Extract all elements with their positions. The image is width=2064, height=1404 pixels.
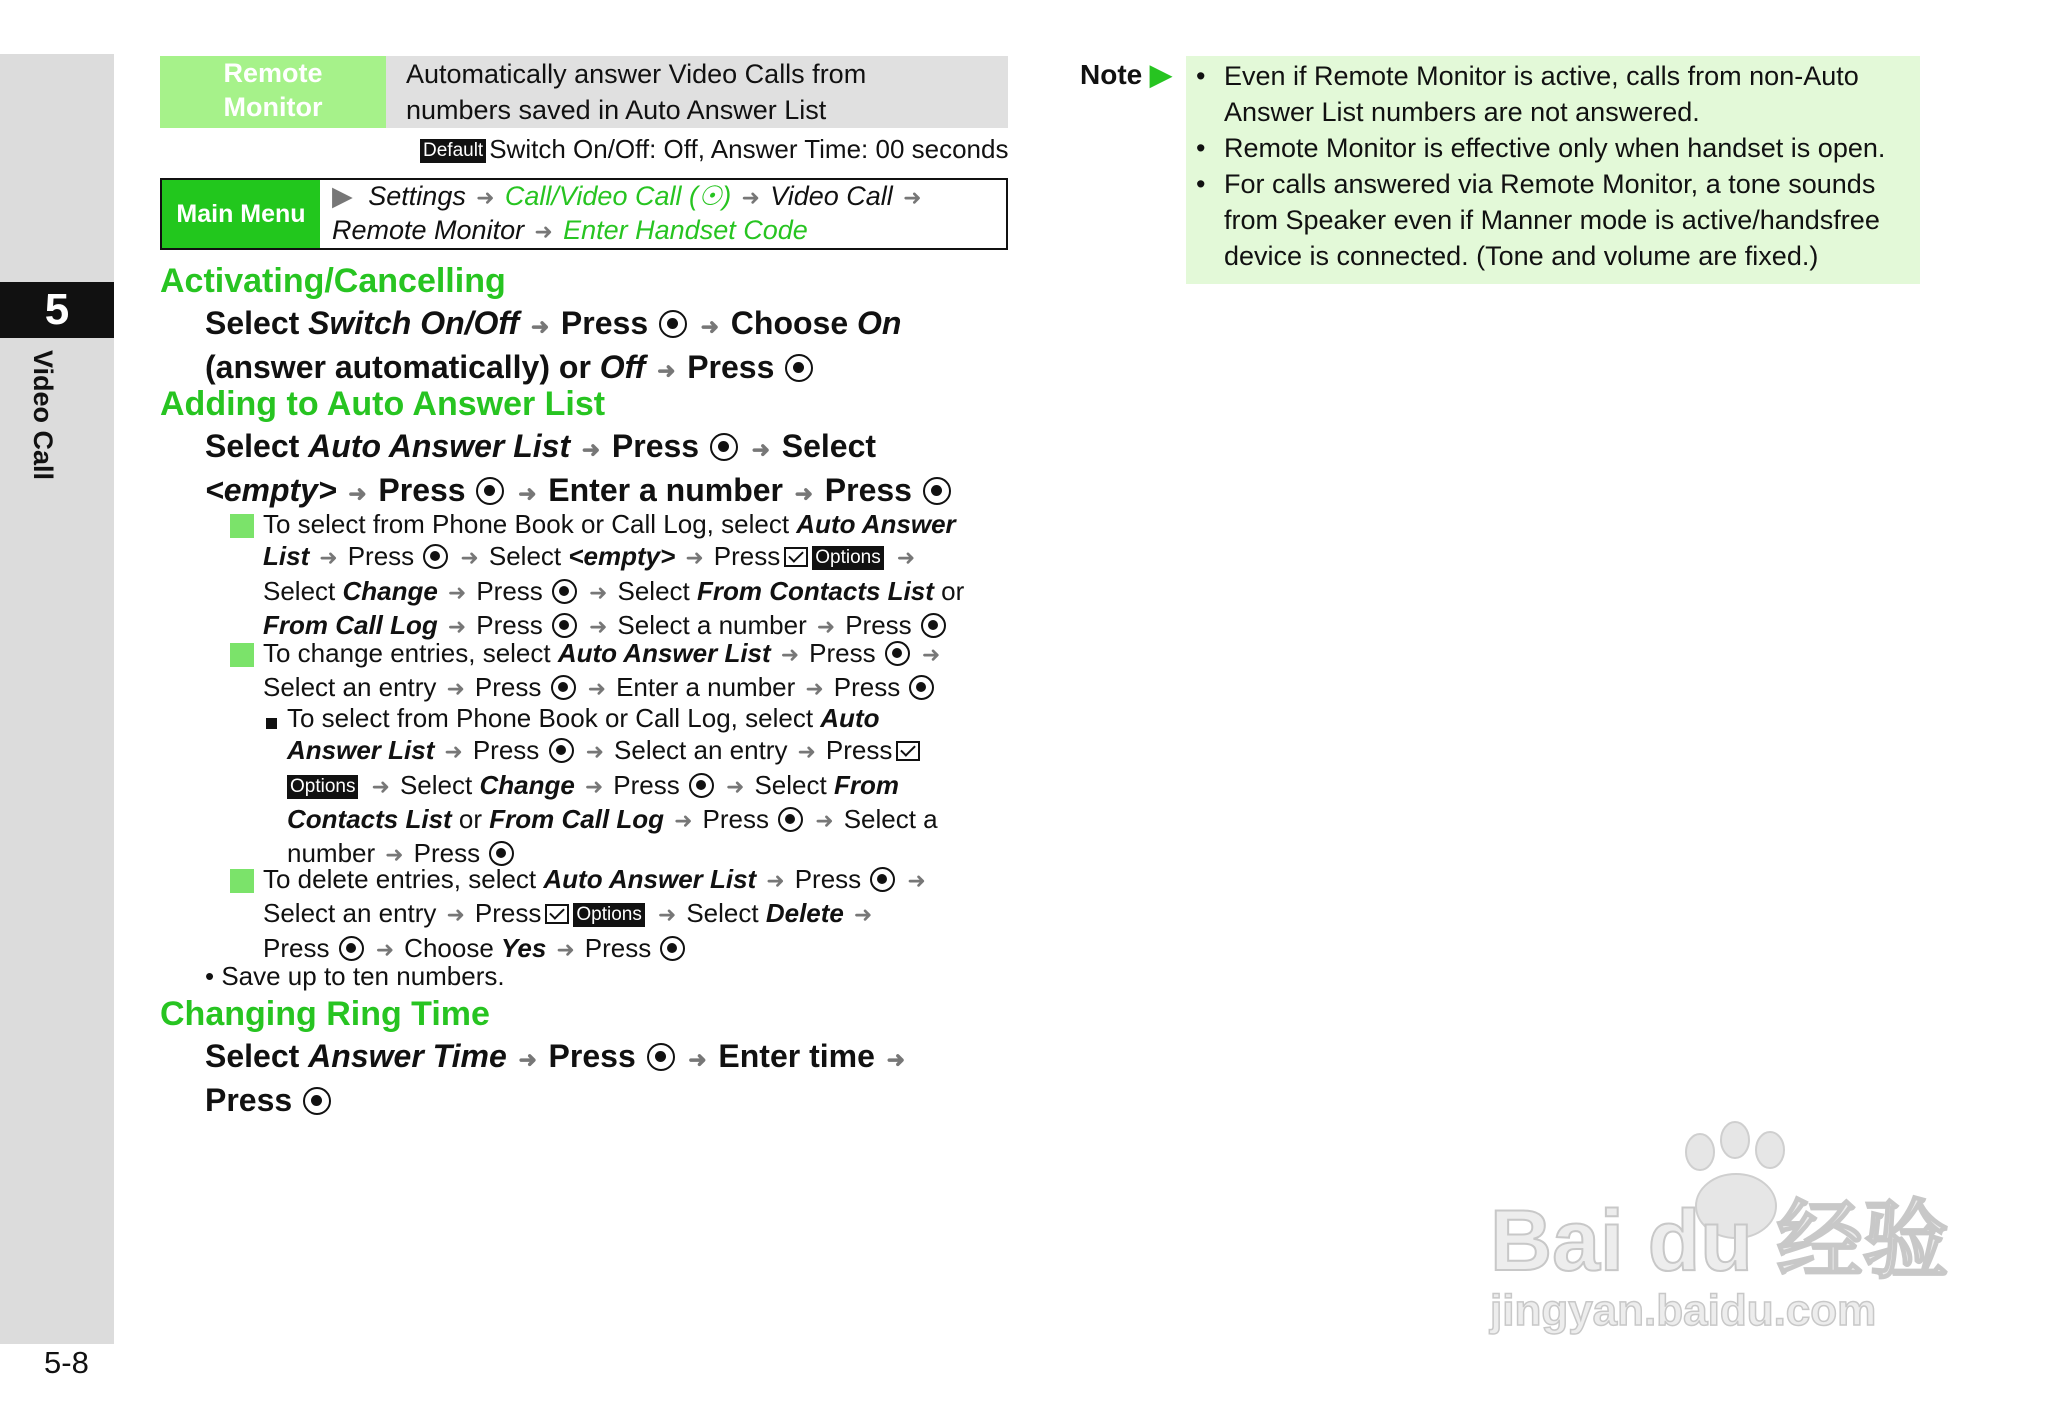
substep-text: Press <box>413 838 481 869</box>
substep-text: Select an entry <box>263 672 437 703</box>
arrow-icon: ➜ <box>886 1047 905 1072</box>
chapter-title: Video Call <box>28 350 58 481</box>
substep-text: number <box>287 838 376 869</box>
substep-item: Yes <box>501 932 547 963</box>
step-text: Press <box>824 472 912 508</box>
center-key-icon <box>659 310 687 338</box>
arrow-icon: ➜ <box>766 868 785 893</box>
arrow-icon: ➜ <box>587 676 607 702</box>
note-label <box>1080 58 1172 91</box>
triangle-icon: ▶ <box>332 181 353 211</box>
save-limit-note: • Save up to ten numbers. <box>205 961 505 991</box>
arrow-icon: ➜ <box>534 219 553 244</box>
center-key-icon <box>423 544 448 569</box>
substep-text: Press <box>794 864 862 894</box>
arrow-icon: ➜ <box>319 545 338 571</box>
step-text: Press <box>687 349 775 385</box>
substep-text: Select a <box>843 803 938 834</box>
substep-text: Press <box>347 541 415 572</box>
section-title: Adding to Auto Answer List <box>160 385 606 423</box>
substep-item: Auto Answer <box>796 509 956 539</box>
note-item <box>1196 58 1916 130</box>
options-softkey: Options <box>812 546 883 570</box>
center-key-icon <box>552 613 577 638</box>
substep-text: To delete entries, select <box>263 864 544 894</box>
center-key-icon <box>870 867 895 892</box>
center-key-icon <box>549 738 574 763</box>
center-key-icon <box>303 1087 331 1115</box>
arrow-icon: ➜ <box>657 902 677 928</box>
menu-remote-monitor: Remote Monitor <box>332 215 525 245</box>
arrow-icon: ➜ <box>657 358 676 383</box>
section-title: Changing Ring Time <box>160 995 490 1033</box>
bullet-icon: • <box>1196 133 1206 163</box>
step-text: Enter time <box>718 1038 875 1074</box>
green-square-icon <box>230 514 254 538</box>
substep-text: To select from Phone Book or Call Log, select <box>287 703 821 733</box>
page-number: 5-8 <box>44 1345 89 1380</box>
mail-key-icon <box>545 904 569 924</box>
menu-call-paren: ) <box>722 181 732 211</box>
substep-item: From Contacts List <box>696 575 934 606</box>
default-text: Switch On/Off: Off, Answer Time: 00 seconds <box>489 134 1009 164</box>
substep-text: Select <box>754 769 834 800</box>
substep-text: or <box>451 803 490 834</box>
note-item <box>1196 166 1916 274</box>
arrow-icon: ➜ <box>903 185 922 210</box>
arrow-icon: ➜ <box>588 613 608 639</box>
substep-text: Press <box>263 932 330 963</box>
arrow-icon: ➜ <box>518 481 537 506</box>
note-label-text: Note <box>1080 59 1143 90</box>
substep-phone-book <box>263 508 1073 643</box>
substep-change-entries <box>263 637 1073 706</box>
substep-text: Press <box>809 638 876 668</box>
sidebar <box>0 54 114 1344</box>
step-text: Enter a number <box>548 472 783 508</box>
arrow-icon: ➜ <box>518 1047 537 1072</box>
arrow-icon: ➜ <box>446 676 465 702</box>
options-softkey: Options <box>573 903 644 927</box>
substep-text: Select an entry <box>263 898 437 929</box>
arrow-icon: ➜ <box>674 807 693 833</box>
arrow-icon: ➜ <box>348 481 367 506</box>
watermark-brand: Bai du 经验 <box>1490 1193 1949 1289</box>
description-line: numbers saved in Auto Answer List <box>406 95 827 125</box>
note-line: Even if Remote Monitor is active, calls from non-Auto <box>1224 61 1859 91</box>
substep-text: Press <box>472 735 540 766</box>
center-key-icon <box>552 579 577 604</box>
center-key-icon <box>339 936 364 961</box>
default-settings <box>420 134 1008 165</box>
function-label-line: Remote <box>223 58 323 88</box>
triangle-icon: ▶ <box>1150 59 1172 90</box>
menu-settings: Settings <box>368 181 466 211</box>
arrow-icon: ➜ <box>741 185 760 210</box>
navigation-key-icon: ☉ <box>697 181 723 211</box>
step-item: Off <box>599 349 646 385</box>
substep-text: Select <box>399 769 480 800</box>
arrow-icon: ➜ <box>700 314 720 339</box>
arrow-icon: ➜ <box>371 773 390 799</box>
arrow-icon: ➜ <box>585 739 604 765</box>
ring-time-steps <box>205 1036 1025 1120</box>
center-key-icon <box>551 675 576 700</box>
arrow-icon: ➜ <box>907 868 926 893</box>
substep-text: Select <box>488 541 569 572</box>
arrow-icon: ➜ <box>446 902 465 928</box>
step-text: Press <box>560 305 649 341</box>
arrow-icon: ➜ <box>460 545 479 571</box>
substep-item: Auto Answer List <box>557 638 771 668</box>
arrow-icon: ➜ <box>725 773 745 799</box>
note-line: device is connected. (Tone and volume are fixed.) <box>1224 241 1819 271</box>
substep-text: Press <box>474 898 542 929</box>
substep-delete-entries <box>263 863 1073 966</box>
arrow-icon: ➜ <box>375 936 395 962</box>
substep-item: Auto Answer List <box>543 864 757 894</box>
baidu-watermark <box>1480 1120 1980 1345</box>
black-square-icon <box>266 718 277 729</box>
substep-text: Press <box>476 609 543 640</box>
substep-item: From Call Log <box>263 609 438 640</box>
green-square-icon <box>230 643 254 667</box>
center-key-icon <box>909 675 934 700</box>
arrow-icon: ➜ <box>751 437 771 462</box>
center-key-icon <box>689 773 714 798</box>
step-text: Select <box>205 1038 309 1074</box>
note-line: For calls answered via Remote Monitor, a tone sounds <box>1224 169 1876 199</box>
section-title: Activating/Cancelling <box>160 262 506 300</box>
arrow-icon: ➜ <box>921 642 941 667</box>
substep-item: Answer List <box>287 735 435 766</box>
menu-enter-code: Enter Handset Code <box>563 215 808 245</box>
substep-item: Change <box>479 769 575 800</box>
substep-text: Press <box>825 735 893 766</box>
arrow-icon: ➜ <box>581 437 601 462</box>
substep-text: Press <box>584 932 652 963</box>
arrow-icon: ➜ <box>447 613 467 639</box>
step-text: Select <box>205 428 309 464</box>
note-line: Remote Monitor is effective only when handset is open. <box>1224 133 1886 163</box>
paw-icon <box>1480 1120 1980 1340</box>
bullet-icon: • <box>1196 169 1206 199</box>
arrow-icon: ➜ <box>896 545 916 571</box>
function-description <box>386 56 1008 128</box>
menu-call-video-call: Call/Video Call ( <box>504 181 698 211</box>
arrow-icon: ➜ <box>476 185 495 210</box>
center-key-icon <box>921 613 946 638</box>
note-line: Answer List numbers are not answered. <box>1224 97 1700 127</box>
step-text: Press <box>611 428 700 464</box>
menu-video-call: Video Call <box>770 181 893 211</box>
function-label-line: Monitor <box>223 92 323 122</box>
substep-nested-phone-book <box>287 702 1027 871</box>
substep-text: To change entries, select <box>263 638 558 668</box>
substep-text: Press <box>845 609 912 640</box>
main-menu-label: Main Menu <box>162 180 320 248</box>
arrow-icon: ➜ <box>794 481 814 506</box>
arrow-icon: ➜ <box>530 314 550 339</box>
default-badge: Default <box>420 139 486 163</box>
substep-item: Delete <box>765 898 844 929</box>
step-text: (answer automatically) or <box>205 349 600 385</box>
mail-key-icon <box>896 741 920 761</box>
center-key-icon <box>476 477 504 505</box>
bullet-icon: • <box>1196 61 1206 91</box>
step-item: Switch On/Off <box>308 305 520 341</box>
center-key-icon <box>647 1043 675 1071</box>
step-text: Press <box>205 1082 293 1118</box>
chapter-number: 5 <box>0 282 114 338</box>
arrow-icon: ➜ <box>584 773 604 799</box>
substep-item: Auto <box>820 703 880 733</box>
description-line: Automatically answer Video Calls from <box>406 59 867 89</box>
substep-text: Press <box>613 769 680 800</box>
step-text: Select <box>205 305 309 341</box>
arrow-icon: ➜ <box>589 579 608 605</box>
center-key-icon <box>710 433 738 461</box>
green-square-icon <box>230 869 254 893</box>
substep-text: Press <box>476 575 543 606</box>
arrow-icon: ➜ <box>805 676 824 702</box>
step-item: On <box>857 305 902 341</box>
substep-item: List <box>263 541 310 572</box>
step-text: Press <box>378 472 466 508</box>
arrow-icon: ➜ <box>815 807 834 833</box>
step-text: Press <box>548 1038 636 1074</box>
substep-text: Press <box>713 541 781 572</box>
mail-key-icon <box>784 547 808 567</box>
center-key-icon <box>885 641 910 666</box>
substep-text: Select <box>263 575 343 606</box>
substep-item: From Call Log <box>489 803 665 834</box>
center-key-icon <box>778 807 803 832</box>
substep-item: Contacts List <box>287 803 452 834</box>
substep-text: Select a number <box>617 609 807 640</box>
arrow-icon: ➜ <box>780 642 800 667</box>
substep-item: Change <box>342 575 438 606</box>
substep-text: Select an entry <box>614 735 788 766</box>
arrow-icon: ➜ <box>797 739 816 765</box>
center-key-icon <box>923 477 951 505</box>
center-key-icon <box>660 936 685 961</box>
substep-item: From <box>833 769 899 800</box>
substep-text: Select <box>686 898 766 929</box>
step-text: Select <box>781 428 877 464</box>
arrow-icon: ➜ <box>385 842 404 868</box>
substep-text: Enter a number <box>616 672 796 703</box>
arrow-icon: ➜ <box>816 613 836 639</box>
substep-text: or <box>933 575 965 606</box>
options-softkey: Options <box>287 775 358 799</box>
arrow-icon: ➜ <box>556 936 575 962</box>
watermark-url: jingyan.baidu.com <box>1490 1286 1877 1335</box>
step-item: <empty> <box>205 472 337 508</box>
substep-text: Press <box>474 672 542 703</box>
step-item: Answer Time <box>308 1038 507 1074</box>
step-item: Auto Answer List <box>308 428 571 464</box>
activating-steps <box>205 303 1025 391</box>
adding-steps <box>205 426 1025 514</box>
arrow-icon: ➜ <box>444 739 463 765</box>
function-label <box>160 56 386 128</box>
arrow-icon: ➜ <box>853 902 873 928</box>
arrow-icon: ➜ <box>685 545 704 571</box>
substep-text: Choose <box>404 932 502 963</box>
step-text: Choose <box>730 305 858 341</box>
arrow-icon: ➜ <box>688 1047 707 1072</box>
substep-text: Select <box>617 575 697 606</box>
note-item <box>1196 130 1916 166</box>
substep-text: Press <box>833 672 901 703</box>
substep-text: Press <box>702 803 769 834</box>
substep-text: To select from Phone Book or Call Log, select <box>263 509 797 539</box>
note-line: from Speaker even if Manner mode is active/handsfree <box>1224 205 1880 235</box>
main-menu-path <box>332 180 1002 248</box>
center-key-icon <box>785 354 813 382</box>
substep-item: <empty> <box>568 541 676 572</box>
arrow-icon: ➜ <box>447 579 467 605</box>
